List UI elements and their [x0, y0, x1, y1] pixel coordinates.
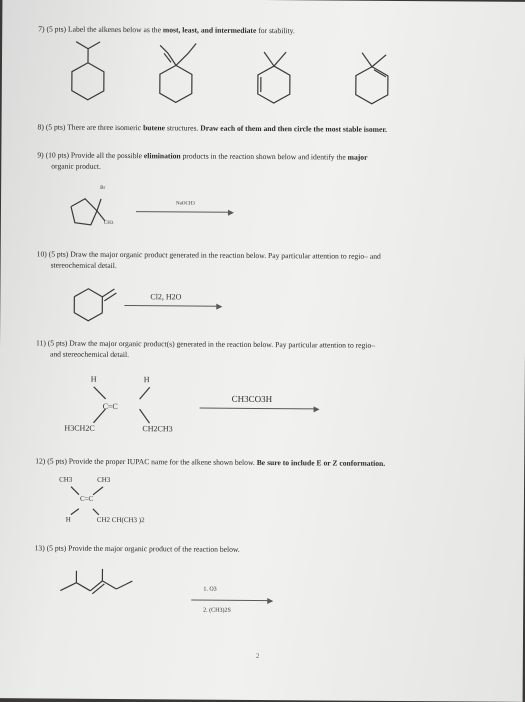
q7-text-end: for stability. [258, 26, 295, 35]
q8-text-mid: structures. [167, 123, 198, 132]
q13-number: 13) [35, 543, 45, 552]
q13-points: (5 pts) [47, 543, 67, 552]
q12-bold-instruction: Be sure to include E or Z conformation. [257, 458, 385, 468]
q8-text: There are three isomeric [67, 123, 141, 133]
q13-alkene-structure [56, 569, 146, 610]
q11-reaction-arrow [200, 408, 318, 410]
q12-number: 12) [35, 456, 45, 465]
q9-line-2-text: organic product. [51, 162, 101, 171]
q11-line-2 [50, 350, 129, 361]
q7-points: (5 pts) [46, 24, 66, 33]
q13-step-2: 2. (CH3)2S [203, 608, 231, 614]
q11-right-ethyl: CH2CH3 [142, 424, 172, 433]
q9-ch3-label: CH3 [104, 221, 113, 226]
q8-points: (5 pts) [46, 122, 66, 131]
q10-text: Draw the major organic product generated in the reaction below. Pay particular attention to regio– and [70, 250, 381, 261]
q12-bottom-right: CH2 CH(CH3 )2 [97, 516, 145, 524]
q12-top-right: CH3 [97, 476, 110, 484]
q11-double-bond: C=C [103, 402, 118, 411]
q13-text: Provide the major organic product of the reaction below. [68, 544, 240, 554]
q8-bold-butene: butene [143, 123, 165, 132]
q10-line-2 [51, 261, 117, 271]
q13-reaction-arrow [191, 600, 271, 602]
page-number: 2 [256, 652, 260, 660]
q8-number: 8) [38, 122, 44, 131]
q12-points: (5 pts) [47, 457, 67, 466]
q9-reagent: NaOCH3 [176, 201, 195, 206]
q10-line-2-text: stereochemical detail. [51, 261, 117, 270]
q7-bold-text: most, least, and intermediate [163, 25, 256, 35]
alkene-4 [356, 53, 388, 104]
q8-bold-instruction: Draw each of them and then circle the most stable isomer. [200, 124, 387, 134]
q10-reagent: Cl2, H2O [150, 292, 181, 301]
q7-alkene-structures [52, 51, 472, 116]
q9-number: 9) [37, 150, 43, 159]
q12-bottom-left: H [66, 516, 71, 524]
question-13 [35, 543, 240, 554]
q11-left-ethyl: H3CH2C [64, 424, 94, 433]
q9-bold-major: major [348, 153, 368, 162]
q9-text: Provide all the possible [71, 151, 142, 160]
q9-points: (10 pts) [46, 150, 69, 159]
q12-top-left: CH3 [59, 476, 72, 484]
q9-text-mid: products in the reaction shown below and identify the [182, 151, 345, 161]
q10-points: (5 pts) [49, 250, 69, 259]
q10-reaction-arrow [124, 305, 220, 307]
q11-points: (5 pts) [48, 339, 68, 348]
q7-text: Label the alkenes below as the [68, 25, 161, 35]
q9-br-label: Br [100, 186, 105, 191]
question-12 [35, 456, 385, 468]
q11-number: 11) [36, 338, 46, 347]
alkene-2 [160, 43, 196, 102]
q11-text: Draw the major organic product(s) generated in the reaction below. Pay particular attention to regio– [69, 339, 375, 350]
question-8 [38, 122, 387, 134]
alkene-1 [72, 42, 104, 100]
q10-number: 10) [37, 249, 47, 258]
q9-bold-elimination: elimination [144, 151, 181, 160]
q10-methylenecyclohexane [60, 281, 120, 331]
q12-double-bond: C=C [80, 495, 93, 503]
q11-h-left: H [91, 375, 97, 384]
q13-step-1: 1. O3 [203, 587, 216, 593]
q7-number: 7) [38, 24, 44, 33]
question-7 [38, 24, 295, 36]
q9-line-2 [51, 162, 101, 172]
q12-text: Provide the proper IUPAC name for the alkene shown below. [69, 457, 255, 467]
q11-reagent: CH3CO3H [232, 394, 273, 404]
alkene-3 [258, 52, 290, 103]
q11-h-right: H [144, 375, 150, 384]
q11-line-2-text: and stereochemical detail. [50, 350, 129, 360]
